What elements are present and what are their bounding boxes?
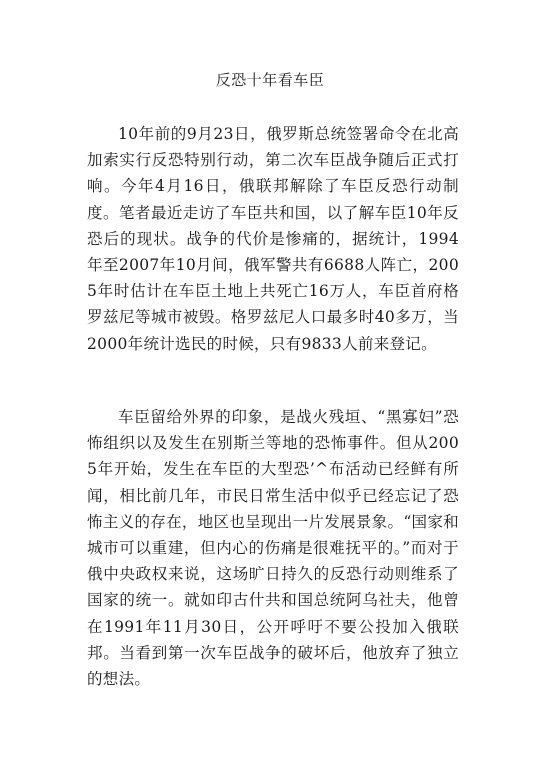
paragraph-2: 车臣留给外界的印象，是战火残垣、“黑寡妇”恐怖组织以及发生在别斯兰等地的恐怖事件。但从2005年开始，发生在车臣的大型恐’^布活动已经鲜有所闻，相比前几年，市民日常生活中似乎已经忘记了恐怖主义的存在，地区也呈现出一片发展景象。“国家和城市可以重建，但内心的伤痛是很难抚平的。”而对于俄中央政权来说，这场旷日持久的反恐行动则维系了国家的统一。就如印古什共和国总统阿乌社夫，他曾在1991年11月30日，公开呼吁不要公投加入俄联邦。当看到第一次车臣战争的破坏后，他放弃了独立的想法。 bbox=[87, 408, 459, 689]
article-title: 反恐十年看车臣 bbox=[215, 71, 325, 89]
paragraph-1: 10年前的9月23日，俄罗斯总统签署命令在北高加索实行反恐特别行动，第二次车臣战争随后正式打响。今年4月16日，俄联邦解除了车臣反恐行动制度。笔者最近走访了车臣共和国，以了解车臣10年反恐后的现状。战争的代价是惨痛的，据统计，1994年至2007年10月间，俄军警共有6688人阵亡，2005年时估计在车臣土地上共死亡16万人，车臣首府格罗兹尼等城市被毁。格罗兹尼人口最多时40多万，当2000年统计选民的时候，只有9833人前来登记。 bbox=[87, 125, 459, 353]
